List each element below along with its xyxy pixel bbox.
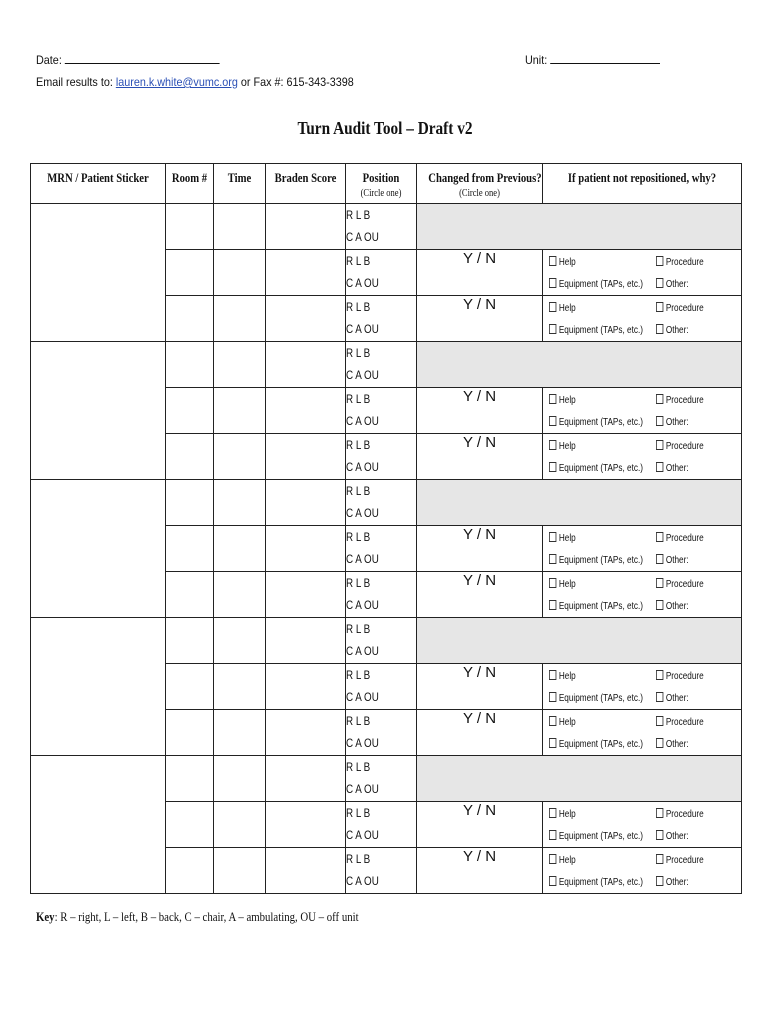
table-header-row	[31, 164, 742, 204]
checkbox-icon[interactable]	[549, 830, 556, 840]
position-cell[interactable]	[346, 342, 417, 388]
checkbox-icon[interactable]	[549, 278, 556, 288]
table-row	[31, 204, 742, 250]
procedure-option[interactable]: Procedure	[656, 256, 704, 268]
procedure-option[interactable]: Procedure	[656, 578, 704, 590]
braden-cell[interactable]	[266, 480, 346, 526]
checkbox-icon[interactable]	[549, 692, 556, 702]
checkbox-icon[interactable]	[656, 554, 663, 564]
checkbox-icon[interactable]	[656, 302, 663, 312]
checkbox-icon[interactable]	[656, 600, 663, 610]
checkbox-icon[interactable]	[656, 578, 663, 588]
position-options-row2[interactable]: C A OU	[346, 828, 379, 842]
changed-cell[interactable]	[417, 848, 543, 894]
position-options-row2[interactable]: C A OU	[346, 322, 379, 336]
time-cell[interactable]	[214, 342, 266, 388]
room-cell[interactable]	[166, 756, 214, 802]
room-cell[interactable]	[166, 250, 214, 296]
checkbox-icon[interactable]	[549, 808, 556, 818]
yes-no-options[interactable]: Y / N	[462, 572, 497, 589]
shaded-cell	[417, 204, 742, 250]
room-cell[interactable]	[166, 526, 214, 572]
unit-label: Unit:	[525, 53, 548, 67]
other-option[interactable]: Other:	[656, 324, 689, 336]
yes-no-options[interactable]: Y / N	[462, 526, 497, 543]
col-mrn-header: MRN / Patient Sticker	[31, 164, 166, 204]
braden-cell[interactable]	[266, 802, 346, 848]
yes-no-options[interactable]: Y / N	[462, 710, 497, 727]
procedure-option[interactable]: Procedure	[656, 440, 704, 452]
col-time-header: Time	[214, 164, 266, 204]
help-option[interactable]: Help	[549, 302, 576, 314]
room-cell[interactable]	[166, 296, 214, 342]
procedure-option[interactable]: Procedure	[656, 808, 704, 820]
position-options-row2[interactable]: C A OU	[346, 276, 379, 290]
checkbox-icon[interactable]	[656, 692, 663, 702]
yes-no-options[interactable]: Y / N	[462, 388, 497, 405]
other-option[interactable]: Other:	[656, 830, 689, 842]
checkbox-icon[interactable]	[656, 256, 663, 266]
reason-cell	[543, 388, 742, 434]
changed-cell[interactable]	[417, 250, 543, 296]
yes-no-options[interactable]: Y / N	[462, 848, 497, 865]
position-cell[interactable]	[346, 204, 417, 250]
braden-cell[interactable]	[266, 204, 346, 250]
equipment-option[interactable]: Equipment (TAPs, etc.)	[549, 416, 643, 428]
checkbox-icon[interactable]	[549, 738, 556, 748]
help-option[interactable]: Help	[549, 578, 576, 590]
checkbox-icon[interactable]	[549, 578, 556, 588]
checkbox-icon[interactable]	[549, 394, 556, 404]
other-option[interactable]: Other:	[656, 416, 689, 428]
key-text: : R – right, L – left, B – back, C – chair, A – ambulating, OU – off unit	[54, 909, 359, 924]
position-options-row2[interactable]: C A OU	[346, 552, 379, 566]
fax-text: or Fax #: 615-343-3398	[240, 75, 354, 89]
time-cell[interactable]	[214, 434, 266, 480]
position-options-row1[interactable]: R L B	[346, 760, 371, 774]
changed-cell[interactable]	[417, 296, 543, 342]
room-cell[interactable]	[166, 618, 214, 664]
braden-cell[interactable]	[266, 572, 346, 618]
equipment-option[interactable]: Equipment (TAPs, etc.)	[549, 738, 643, 750]
position-cell[interactable]	[346, 296, 417, 342]
mrn-cell[interactable]	[31, 204, 166, 342]
checkbox-icon[interactable]	[549, 462, 556, 472]
mrn-cell[interactable]	[31, 480, 166, 618]
checkbox-icon[interactable]	[656, 808, 663, 818]
unit-field[interactable]	[550, 52, 660, 64]
page-title: Turn Audit Tool – Draft v2	[297, 118, 473, 138]
col-reason-header: If patient not repositioned, why?	[543, 164, 742, 204]
checkbox-icon[interactable]	[549, 716, 556, 726]
position-options-row1[interactable]: R L B	[346, 622, 371, 636]
checkbox-icon[interactable]	[656, 394, 663, 404]
checkbox-icon[interactable]	[549, 416, 556, 426]
table-row	[31, 342, 742, 388]
position-cell[interactable]	[346, 710, 417, 756]
procedure-option[interactable]: Procedure	[656, 302, 704, 314]
position-options-row1[interactable]: R L B	[346, 438, 371, 452]
help-option[interactable]: Help	[549, 808, 576, 820]
other-option[interactable]: Other:	[656, 278, 689, 290]
table-row	[31, 618, 742, 664]
yes-no-options[interactable]: Y / N	[462, 802, 497, 819]
unit-line	[525, 52, 660, 67]
shaded-cell	[417, 342, 742, 388]
mrn-cell[interactable]	[31, 618, 166, 756]
room-cell[interactable]	[166, 434, 214, 480]
time-cell[interactable]	[214, 710, 266, 756]
date-field[interactable]	[65, 52, 220, 64]
procedure-option[interactable]: Procedure	[656, 854, 704, 866]
help-option[interactable]: Help	[549, 256, 576, 268]
position-options-row1[interactable]: R L B	[346, 668, 371, 682]
checkbox-icon[interactable]	[549, 854, 556, 864]
time-cell[interactable]	[214, 296, 266, 342]
col-room-header: Room #	[166, 164, 214, 204]
position-options-row2[interactable]: C A OU	[346, 414, 379, 428]
checkbox-icon[interactable]	[656, 876, 663, 886]
other-option[interactable]: Other:	[656, 876, 689, 888]
changed-cell[interactable]	[417, 388, 543, 434]
shaded-cell	[417, 756, 742, 802]
position-options-row2[interactable]: C A OU	[346, 598, 379, 612]
equipment-option[interactable]: Equipment (TAPs, etc.)	[549, 462, 643, 474]
reason-cell	[543, 250, 742, 296]
yes-no-options[interactable]: Y / N	[462, 250, 497, 267]
position-cell[interactable]	[346, 434, 417, 480]
audit-table-body	[31, 204, 742, 894]
changed-cell[interactable]	[417, 710, 543, 756]
checkbox-icon[interactable]	[656, 716, 663, 726]
position-options-row1[interactable]: R L B	[346, 392, 371, 406]
col-changed-header: Changed from Previous? (Circle one)	[417, 164, 543, 204]
date-label: Date:	[36, 53, 62, 67]
checkbox-icon[interactable]	[656, 416, 663, 426]
equipment-option[interactable]: Equipment (TAPs, etc.)	[549, 278, 643, 290]
changed-cell[interactable]	[417, 664, 543, 710]
position-options-row1[interactable]: R L B	[346, 254, 371, 268]
procedure-option[interactable]: Procedure	[656, 716, 704, 728]
position-options-row1[interactable]: R L B	[346, 806, 371, 820]
procedure-option[interactable]: Procedure	[656, 532, 704, 544]
other-option[interactable]: Other:	[656, 462, 689, 474]
reason-cell	[543, 664, 742, 710]
position-cell[interactable]	[346, 388, 417, 434]
braden-cell[interactable]	[266, 848, 346, 894]
table-row	[31, 480, 742, 526]
key-label: Key	[36, 909, 55, 924]
equipment-option[interactable]: Equipment (TAPs, etc.)	[549, 692, 643, 704]
position-options-row1[interactable]: R L B	[346, 530, 371, 544]
procedure-option[interactable]: Procedure	[656, 394, 704, 406]
mrn-cell[interactable]	[31, 756, 166, 894]
position-cell[interactable]	[346, 756, 417, 802]
position-options-row1[interactable]: R L B	[346, 484, 371, 498]
yes-no-options[interactable]: Y / N	[462, 434, 497, 451]
checkbox-icon[interactable]	[549, 600, 556, 610]
position-cell[interactable]	[346, 526, 417, 572]
room-cell[interactable]	[166, 480, 214, 526]
checkbox-icon[interactable]	[549, 440, 556, 450]
room-cell[interactable]	[166, 664, 214, 710]
braden-cell[interactable]	[266, 250, 346, 296]
shaded-cell	[417, 480, 742, 526]
braden-cell[interactable]	[266, 618, 346, 664]
time-cell[interactable]	[214, 618, 266, 664]
braden-cell[interactable]	[266, 296, 346, 342]
room-cell[interactable]	[166, 342, 214, 388]
other-option[interactable]: Other:	[656, 600, 689, 612]
table-row	[31, 756, 742, 802]
room-cell[interactable]	[166, 848, 214, 894]
position-cell[interactable]	[346, 480, 417, 526]
position-cell[interactable]	[346, 618, 417, 664]
help-option[interactable]: Help	[549, 394, 576, 406]
other-option[interactable]: Other:	[656, 554, 689, 566]
checkbox-icon[interactable]	[656, 670, 663, 680]
position-options-row2[interactable]: C A OU	[346, 368, 379, 382]
room-cell[interactable]	[166, 572, 214, 618]
reason-cell	[543, 848, 742, 894]
checkbox-icon[interactable]	[549, 302, 556, 312]
time-cell[interactable]	[214, 756, 266, 802]
checkbox-icon[interactable]	[656, 278, 663, 288]
braden-cell[interactable]	[266, 710, 346, 756]
checkbox-icon[interactable]	[656, 830, 663, 840]
time-cell[interactable]	[214, 480, 266, 526]
position-options-row2[interactable]: C A OU	[346, 644, 379, 658]
checkbox-icon[interactable]	[656, 854, 663, 864]
position-options-row2[interactable]: C A OU	[346, 874, 379, 888]
equipment-option[interactable]: Equipment (TAPs, etc.)	[549, 600, 643, 612]
changed-cell[interactable]	[417, 802, 543, 848]
help-option[interactable]: Help	[549, 440, 576, 452]
checkbox-icon[interactable]	[656, 532, 663, 542]
position-options-row1[interactable]: R L B	[346, 208, 371, 222]
braden-cell[interactable]	[266, 664, 346, 710]
checkbox-icon[interactable]	[549, 532, 556, 542]
position-options-row2[interactable]: C A OU	[346, 782, 379, 796]
position-options-row1[interactable]: R L B	[346, 576, 371, 590]
checkbox-icon[interactable]	[549, 324, 556, 334]
time-cell[interactable]	[214, 204, 266, 250]
time-cell[interactable]	[214, 572, 266, 618]
shaded-cell	[417, 618, 742, 664]
room-cell[interactable]	[166, 802, 214, 848]
checkbox-icon[interactable]	[549, 670, 556, 680]
yes-no-options[interactable]: Y / N	[462, 664, 497, 681]
help-option[interactable]: Help	[549, 716, 576, 728]
email-link[interactable]: lauren.k.white@vumc.org	[115, 75, 238, 89]
changed-cell[interactable]	[417, 572, 543, 618]
reason-cell	[543, 572, 742, 618]
audit-table	[30, 163, 742, 894]
email-prefix: Email results to:	[36, 75, 113, 89]
checkbox-icon[interactable]	[549, 256, 556, 266]
time-cell[interactable]	[214, 802, 266, 848]
reason-cell	[543, 802, 742, 848]
help-option[interactable]: Help	[549, 532, 576, 544]
mrn-cell[interactable]	[31, 342, 166, 480]
braden-cell[interactable]	[266, 526, 346, 572]
braden-cell[interactable]	[266, 388, 346, 434]
email-line	[36, 75, 354, 89]
changed-cell[interactable]	[417, 434, 543, 480]
other-option[interactable]: Other:	[656, 692, 689, 704]
other-option[interactable]: Other:	[656, 738, 689, 750]
room-cell[interactable]	[166, 710, 214, 756]
position-cell[interactable]	[346, 848, 417, 894]
position-cell[interactable]	[346, 664, 417, 710]
checkbox-icon[interactable]	[656, 440, 663, 450]
col-braden-header: Braden Score	[266, 164, 346, 204]
yes-no-options[interactable]: Y / N	[462, 296, 497, 313]
procedure-option[interactable]: Procedure	[656, 670, 704, 682]
position-options-row2[interactable]: C A OU	[346, 736, 379, 750]
room-cell[interactable]	[166, 204, 214, 250]
time-cell[interactable]	[214, 388, 266, 434]
checkbox-icon[interactable]	[656, 324, 663, 334]
braden-cell[interactable]	[266, 434, 346, 480]
time-cell[interactable]	[214, 848, 266, 894]
equipment-option[interactable]: Equipment (TAPs, etc.)	[549, 830, 643, 842]
braden-cell[interactable]	[266, 756, 346, 802]
position-options-row2[interactable]: C A OU	[346, 690, 379, 704]
reason-cell	[543, 526, 742, 572]
checkbox-icon[interactable]	[549, 554, 556, 564]
checkbox-icon[interactable]	[656, 462, 663, 472]
reason-cell	[543, 710, 742, 756]
equipment-option[interactable]: Equipment (TAPs, etc.)	[549, 554, 643, 566]
reason-cell	[543, 434, 742, 480]
position-options-row1[interactable]: R L B	[346, 852, 371, 866]
date-line	[36, 52, 220, 67]
position-cell[interactable]	[346, 572, 417, 618]
checkbox-icon[interactable]	[549, 876, 556, 886]
position-options-row2[interactable]: C A OU	[346, 460, 379, 474]
position-cell[interactable]	[346, 250, 417, 296]
checkbox-icon[interactable]	[656, 738, 663, 748]
changed-cell[interactable]	[417, 526, 543, 572]
col-position-header: Position (Circle one)	[346, 164, 417, 204]
equipment-option[interactable]: Equipment (TAPs, etc.)	[549, 876, 643, 888]
braden-cell[interactable]	[266, 342, 346, 388]
position-options-row1[interactable]: R L B	[346, 346, 371, 360]
position-cell[interactable]	[346, 802, 417, 848]
position-options-row2[interactable]: C A OU	[346, 506, 379, 520]
position-options-row2[interactable]: C A OU	[346, 230, 379, 244]
time-cell[interactable]	[214, 250, 266, 296]
position-options-row1[interactable]: R L B	[346, 714, 371, 728]
position-options-row1[interactable]: R L B	[346, 300, 371, 314]
help-option[interactable]: Help	[549, 854, 576, 866]
key-legend	[36, 909, 359, 925]
room-cell[interactable]	[166, 388, 214, 434]
equipment-option[interactable]: Equipment (TAPs, etc.)	[549, 324, 643, 336]
help-option[interactable]: Help	[549, 670, 576, 682]
reason-cell	[543, 296, 742, 342]
time-cell[interactable]	[214, 526, 266, 572]
time-cell[interactable]	[214, 664, 266, 710]
